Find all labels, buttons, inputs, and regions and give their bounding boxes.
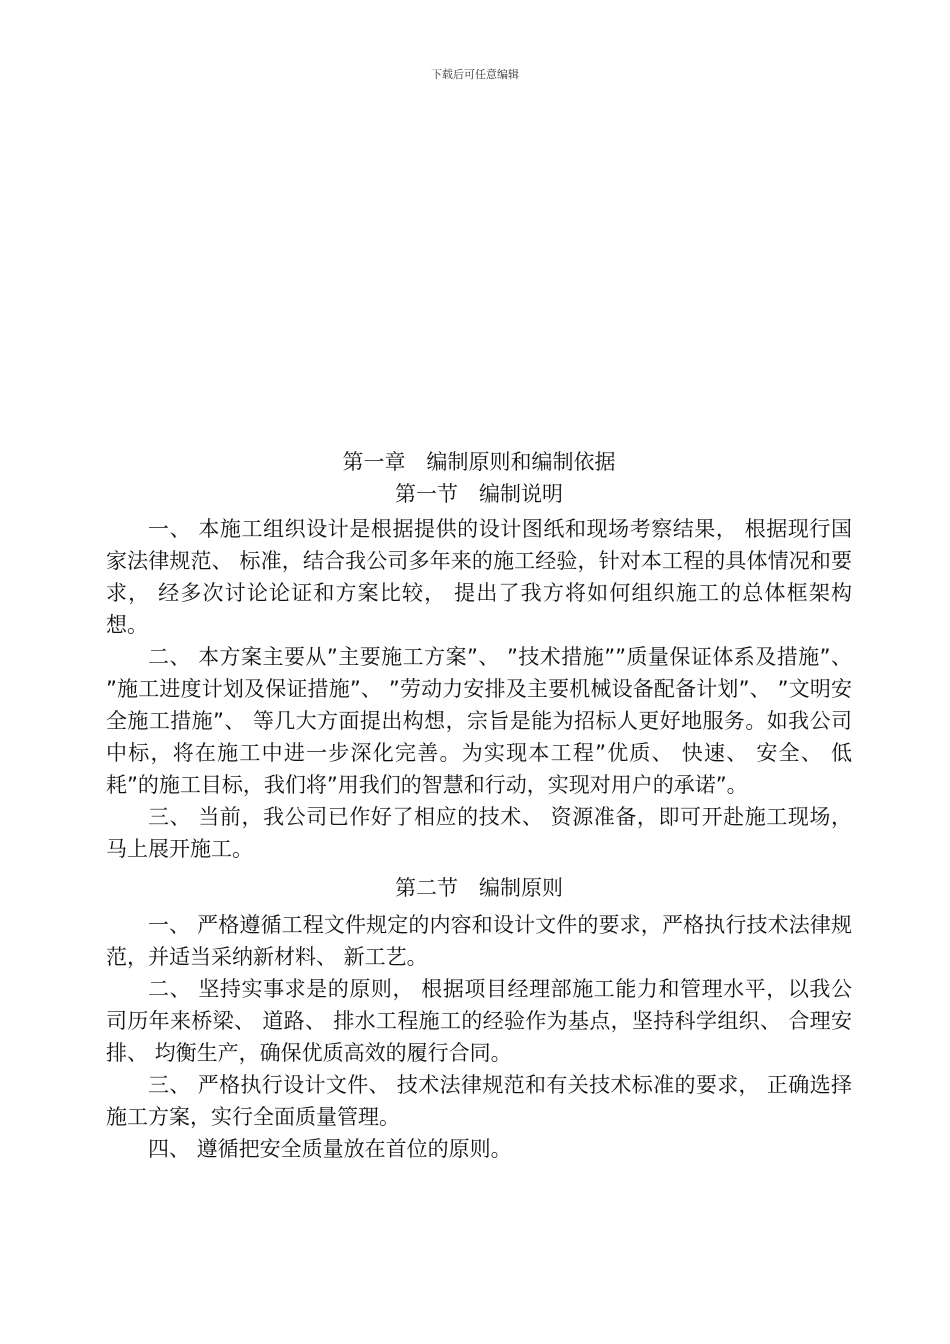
paragraph: 三、 严格执行设计文件、 技术法律规范和有关技术标准的要求， 正确选择施工方案，实行全面质量管理。	[106, 1073, 852, 1129]
section-title-2: 第二节 编制原则	[395, 876, 563, 900]
chapter-title: 第一章 编制原则和编制依据	[342, 450, 616, 474]
paragraph: 四、 遵循把安全质量放在首位的原则。	[148, 1137, 512, 1161]
document-body	[106, 447, 852, 1165]
paragraph: 一、 本施工组织设计是根据提供的设计图纸和现场考察结果， 根据现行国家法律规范、 标准，结合我公司多年来的施工经验，针对本工程的具体情况和要求， 经多次讨论论证和方案比较， 提出了我方将如何组织施工的总体框架构想。	[106, 517, 852, 637]
paragraph: 三、 当前，我公司已作好了相应的技术、 资源准备，即可开赴施工现场，马上展开施工。	[106, 805, 852, 861]
section-title-1: 第一节 编制说明	[395, 482, 563, 506]
paragraph: 二、 坚持实事求是的原则， 根据项目经理部施工能力和管理水平，以我公司历年来桥梁、 道路、 排水工程施工的经验作为基点，坚持科学组织、 合理安排、 均衡生产，确保优质高效的履行合同。	[106, 977, 852, 1065]
paragraph: 二、 本方案主要从”主要施工方案”、 ”技术措施””质量保证体系及措施”、 ”施工进度计划及保证措施”、 ”劳动力安排及主要机械设备配备计划”、 ”文明安全施工措施”、 等几大方面提出构想，宗旨是能为招标人更好地服务。如我公司中标，将在施工中进一步深化完善。为实现本工程”优质、 快速、 安全、 低耗”的施工目标，我们将”用我们的智慧和行动，实现对用户的承诺”。	[106, 645, 852, 797]
paragraph: 一、 严格遵循工程文件规定的内容和设计文件的要求，严格执行技术法律规范，并适当采纳新材料、 新工艺。	[106, 913, 852, 969]
page-header: 下载后可任意编辑	[431, 68, 519, 81]
